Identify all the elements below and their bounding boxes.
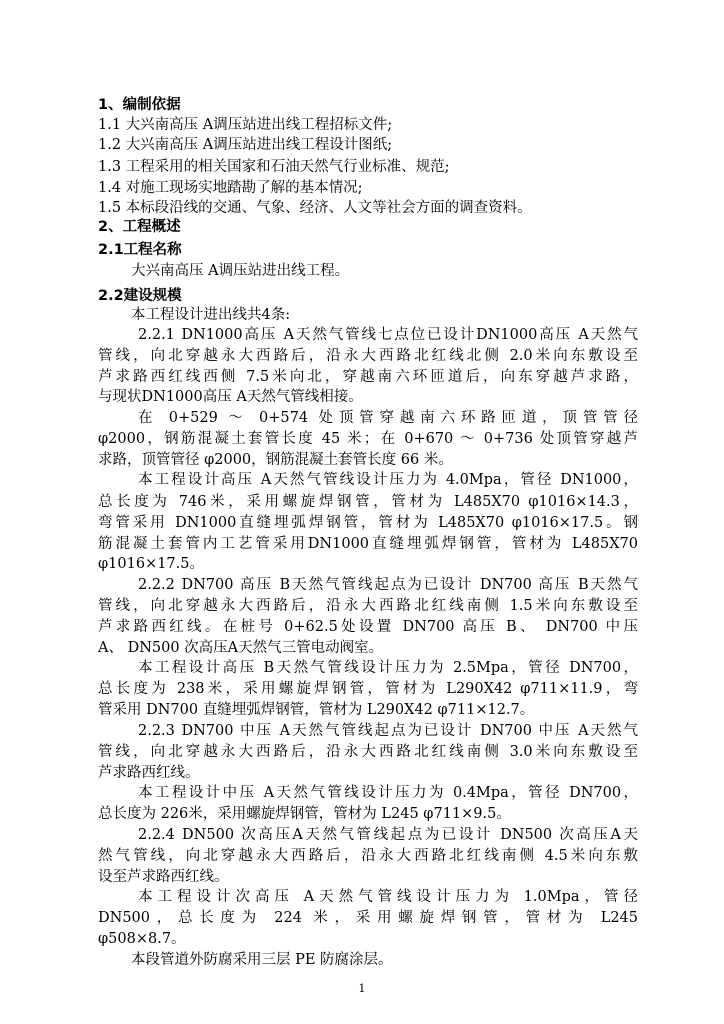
body-line: 管线，向北穿越永大西路后，沿永大西路北红线北侧 2.0米向东敷设至 xyxy=(98,348,638,364)
basis-item: 1.3 工程采用的相关国家和石油天然气行业标准、规范; xyxy=(98,159,450,175)
body-line: 本工程设计高压 A天然气管线设计压力为 4.0Mpa，管径 DN1000， xyxy=(138,472,638,488)
body-line: 本段管道外防腐采用三层 PE 防腐涂层。 xyxy=(131,952,393,968)
body-line: 设至芦求路西红线。 xyxy=(98,869,229,885)
body-line: 管线，向北穿越永大西路后，沿永大西路北红线南侧 3.0米向东敷设至 xyxy=(98,744,638,760)
body-line: 然气管线，向北穿越永大西路后，沿永大西路北红线南侧 4.5米向东敷 xyxy=(98,848,638,864)
body-line: 与现状DN1000高压 A天然气管线相接。 xyxy=(98,389,363,405)
body-line: 管线，向北穿越永大西路后，沿永大西路北红线南侧 1.5米向东敷设至 xyxy=(98,598,638,614)
project-name-text: 大兴南高压 A调压站进出线工程。 xyxy=(131,263,350,279)
basis-item: 1.4 对施工现场实地踏勘了解的基本情况; xyxy=(98,180,363,196)
body-line: 本工程设计中压 A天然气管线设计压力为 0.4Mpa，管径 DN700， xyxy=(138,785,638,801)
body-line: 本工程设计次高压 A天然气管线设计压力为 1.0Mpa，管径 xyxy=(138,889,638,905)
body-line: φ508×8.7。 xyxy=(98,931,186,947)
body-line: 芦求路西红线。在桩号 0+62.5处设置 DN700 高压 B、 DN700 中压 xyxy=(98,619,638,635)
body-line: φ1016×17.5。 xyxy=(98,556,204,572)
body-line: 2.2.1 DN1000高压 A天然气管线七点位已设计DN1000高压 A天然气 xyxy=(138,327,638,343)
body-line: φ2000，钢筋混凝土套管长度 45 米；在 0+670 ～ 0+736 处顶管穿越芦 xyxy=(98,431,638,447)
body-line: 2.2.2 DN700 高压 B天然气管线起点为已设计 DN700 高压 B天然气 xyxy=(138,577,638,593)
section-heading-basis: 1、编制依据 xyxy=(98,97,181,113)
page-number: 1 xyxy=(358,982,366,995)
body-line: 筋混凝土套管内工艺管采用DN1000直缝埋弧焊钢管，管材为 L485X70 xyxy=(98,536,638,552)
body-line: 弯管采用 DN1000直缝埋弧焊钢管，管材为 L485X70 φ1016×17.5。钢 xyxy=(98,515,638,531)
body-line: A、 DN500 次高压A天然气三管电动阀室。 xyxy=(98,640,384,656)
body-line: 总长度为 226米，采用螺旋焊钢管，管材为 L245 φ711×9.5。 xyxy=(98,806,511,822)
body-line: 2.2.3 DN700 中压 A天然气管线起点为已设计 DN700 中压 A天然气 xyxy=(138,723,638,739)
section-heading-overview: 2、工程概述 xyxy=(98,219,181,235)
subsection-heading-name: 2.1工程名称 xyxy=(98,242,182,258)
body-line: 芦求路西红线。 xyxy=(98,765,200,781)
body-line: 总长度为 746米，采用螺旋焊钢管，管材为 L485X70 φ1016×14.3， xyxy=(98,494,638,510)
body-line: 总长度为 238米，采用螺旋焊钢管，管材为 L290X42 φ711×11.9，弯 xyxy=(98,681,638,697)
basis-item: 1.5 本标段沿线的交通、气象、经济、人文等社会方面的调查资料。 xyxy=(98,200,532,216)
basis-item: 1.1 大兴南高压 A调压站进出线工程招标文件; xyxy=(98,117,393,133)
body-line: 本工程设计高压 B天然气管线设计压力为 2.5Mpa，管径 DN700， xyxy=(138,660,638,676)
body-line: 管采用 DN700 直缝埋弧焊钢管，管材为 L290X42 φ711×12.7。 xyxy=(98,702,535,718)
body-line: DN500，总长度为 224 米，采用螺旋焊钢管，管材为 L245 xyxy=(98,910,638,926)
body-line: 2.2.4 DN500 次高压A天然气管线起点为已设计 DN500 次高压A天 xyxy=(138,827,638,843)
body-line: 芦求路西红线西侧 7.5米向北，穿越南六环匝道后，向东穿越芦求路， xyxy=(98,369,638,385)
body-line: 在 0+529 ～ 0+574 处顶管穿越南六环路匝道，顶管管径 xyxy=(138,410,638,426)
basis-item: 1.2 大兴南高压 A调压站进出线工程设计图纸; xyxy=(98,137,393,153)
body-line: 本工程设计进出线共4条: xyxy=(131,307,291,323)
subsection-heading-scale: 2.2建设规模 xyxy=(98,288,182,304)
body-line: 求路，顶管管径 φ2000，钢筋混凝土套管长度 66 米。 xyxy=(98,452,453,468)
